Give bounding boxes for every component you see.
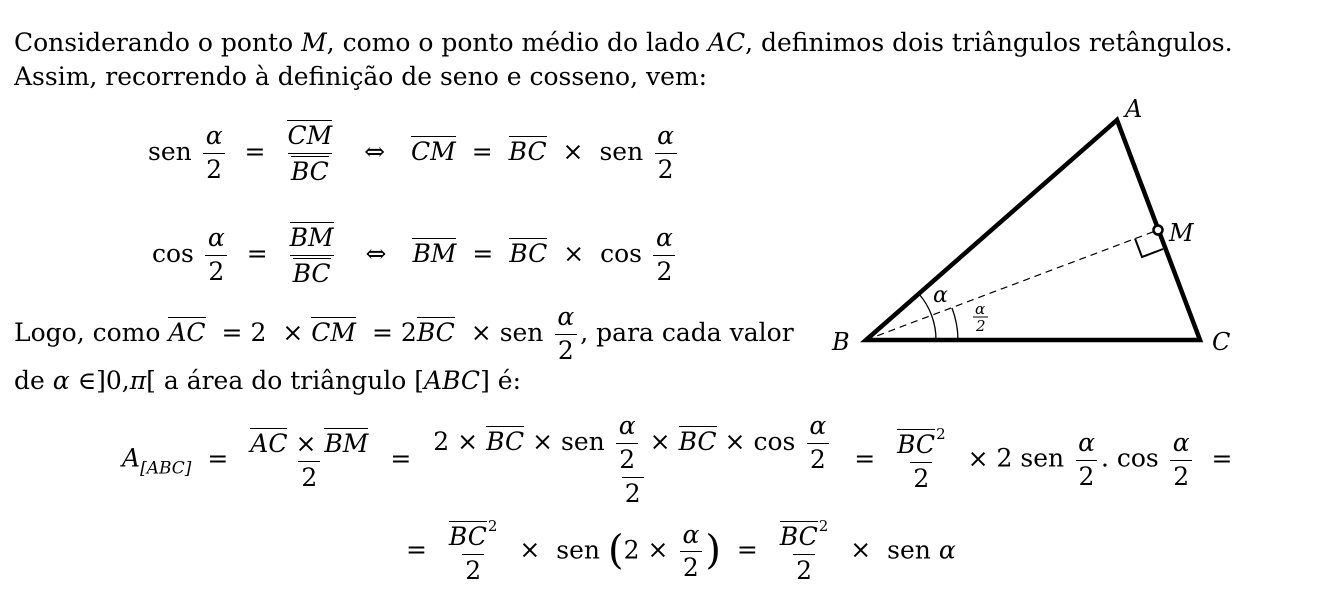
eq1-BC: BC (290, 156, 329, 186)
logo-text-c: , para cada valor (580, 317, 794, 347)
area2-BC-2: BC (779, 522, 818, 551)
area-f2-times-1: × (457, 426, 479, 456)
intro-line-2: Assim, recorrendo à definição de seno e cosseno, vem: (14, 62, 708, 91)
eq1-sen: sen (148, 136, 192, 166)
area-f2-two-2: 2 (807, 443, 829, 475)
area-frac-3 (894, 426, 949, 494)
angle-alpha-label: α (933, 283, 948, 308)
angle-half-arc (952, 308, 958, 340)
eq2-BC: BC (292, 258, 331, 288)
area-f3-sq: 2 (936, 425, 946, 444)
eq2-half-alpha (205, 224, 228, 287)
area2-alpha-1: α (682, 519, 700, 549)
logo-line2-pi: π (129, 366, 147, 395)
area2-lparen: ( (607, 527, 624, 574)
median-BM (866, 230, 1158, 340)
label-M: M (1169, 219, 1194, 247)
area2-sen-2: sen (887, 535, 931, 565)
side-AC: AC (707, 28, 746, 57)
eq2-equals: = (246, 238, 268, 268)
logo-line2-b: ∈]0, (69, 366, 130, 395)
midpoint-M-dot (1154, 226, 1163, 235)
area2-sq-2: 2 (818, 517, 829, 535)
area2-frac-1 (446, 518, 501, 586)
triangle-figure (820, 88, 1250, 368)
area-two-5b: 2 (1076, 460, 1098, 492)
equation-sen (148, 120, 680, 187)
eq1-alpha: α (205, 121, 223, 150)
eq1-two: 2 (203, 153, 225, 185)
area-two-5: 2 (996, 443, 1013, 473)
area2-times-2: × (647, 535, 669, 565)
logo-equals-2: = (371, 317, 393, 347)
logo-line-1 (14, 303, 794, 366)
area-f1-two: 2 (298, 461, 320, 493)
logo-times-1: × (282, 317, 304, 347)
eq1-iff: ⇔ (364, 136, 386, 166)
area-frac-1 (247, 428, 371, 493)
area-equation-1 (122, 412, 1241, 508)
area-times-5: × (967, 443, 989, 473)
eq1-equals-b: = (471, 136, 493, 166)
area-equals-1: = (207, 443, 229, 473)
area-f2-half-1 (616, 412, 639, 475)
area-f2-times-3: × (649, 426, 671, 456)
eq1-CM: CM (287, 121, 333, 150)
eq2-equals-b: = (472, 238, 494, 268)
area-f3-BC: BC (897, 430, 936, 460)
eq2-cos-b: cos (600, 238, 642, 268)
logo-half-alpha (554, 303, 577, 366)
logo-times-2: × (470, 317, 492, 347)
angle-half-num: α (975, 300, 986, 318)
label-C: C (1212, 328, 1231, 356)
label-A: A (1125, 95, 1143, 123)
logo-line2-d: ] é: (480, 366, 521, 395)
area2-frac-2 (777, 518, 832, 586)
eq2-iff: ⇔ (365, 238, 387, 268)
area-f1-BM: BM (324, 428, 369, 458)
area-A: A (122, 443, 141, 473)
area2-times-3: × (850, 535, 872, 565)
area-equation-2 (398, 518, 956, 586)
area-f2-den: 2 (622, 477, 644, 509)
area-f2-two-1: 2 (616, 443, 638, 475)
eq1-equals: = (244, 136, 266, 166)
area-f3-two: 2 (910, 462, 932, 494)
intro-text-b: , como o ponto médio do lado (326, 28, 708, 57)
area-alpha-6: α (1172, 427, 1190, 457)
area-f2-alpha-2: α (809, 411, 827, 440)
eq2-BM-b: BM (412, 238, 457, 268)
right-angle-mark (1135, 239, 1163, 258)
eq1-half-alpha (203, 122, 226, 185)
eq2-half-alpha-b (653, 224, 676, 287)
area-half-6 (1170, 429, 1193, 492)
area-two-6: 2 (1170, 460, 1192, 492)
angle-half-den: 2 (976, 317, 986, 335)
logo-line2-a: de (14, 366, 53, 395)
eq2-times: × (563, 238, 585, 268)
area-f2-two: 2 (433, 426, 450, 456)
logo-equals-1: = (221, 317, 243, 347)
area-half-5 (1075, 429, 1098, 492)
area-f2-times-4: × (724, 426, 746, 456)
area-cos-5: cos (1116, 443, 1159, 473)
area2-alpha-2: α (938, 535, 956, 565)
area-equals-2: = (390, 443, 412, 473)
eq2-BM: BM (289, 223, 334, 252)
area2-times-1: × (519, 535, 541, 565)
intro-text-a: Considerando o ponto (14, 28, 302, 57)
eq1-CM-b: CM (411, 136, 456, 166)
logo-sen: sen (499, 317, 544, 347)
area2-half (679, 521, 702, 584)
eq2-two-b: 2 (653, 255, 675, 287)
eq1-times: × (562, 136, 584, 166)
area-dot: . (1100, 443, 1109, 473)
eq1-sen-b: sen (599, 136, 644, 166)
label-B: B (832, 328, 850, 356)
area-f2-alpha-1: α (618, 411, 636, 440)
eq1-half-alpha-b (654, 122, 677, 185)
eq1-BC-b: BC (508, 136, 547, 166)
point-M: M (301, 28, 327, 57)
area-frac-2 (430, 412, 835, 508)
logo-two-3: 2 (555, 334, 577, 366)
intro-text-c: , definimos dois triângulos retângulos. (745, 28, 1233, 57)
eq1-ratio (284, 120, 335, 187)
area-subscript: [ABC] (140, 458, 192, 479)
area-f2-half-2 (806, 412, 829, 475)
area-f2-cos: cos (753, 426, 796, 456)
area2-two-4: 2 (793, 554, 815, 586)
area-f2-BC-1: BC (486, 426, 525, 456)
triangle-ABC (866, 120, 1200, 340)
eq2-cos: cos (152, 238, 194, 268)
area2-equals-1: = (406, 535, 427, 565)
logo-two-1: 2 (250, 317, 267, 347)
logo-text-a: Logo, como (14, 317, 169, 347)
eq2-ratio (287, 222, 337, 289)
area-sen-5: sen (1020, 443, 1065, 473)
area2-sq-1: 2 (487, 517, 498, 535)
logo-line2-ABC: ABC (424, 366, 481, 395)
logo-two-2: 2 (400, 317, 417, 347)
eq2-BC-b: BC (509, 238, 548, 268)
eq2-alpha: α (207, 223, 225, 252)
area-f2-BC-2: BC (678, 426, 717, 456)
area2-rparen: ) (705, 527, 721, 574)
logo-AC: AC (168, 317, 206, 347)
area2-sen-1: sen (556, 535, 601, 565)
area2-equals-2: = (736, 535, 758, 565)
eq1-alpha-b: α (657, 121, 675, 150)
area2-two-3: 2 (680, 551, 702, 583)
eq2-two: 2 (205, 255, 227, 287)
area-f1-AC: AC (250, 428, 288, 458)
area2-two-2: 2 (623, 535, 640, 565)
intro-line-1 (14, 28, 1233, 57)
area-alpha-5: α (1078, 427, 1095, 457)
logo-line2-alpha: α (52, 366, 70, 395)
area-equals-3: = (854, 443, 876, 473)
area-f2-sen: sen (561, 426, 605, 456)
logo-alpha: α (557, 302, 575, 331)
equation-cos (152, 222, 679, 289)
area-f1-times: × (295, 428, 317, 458)
eq2-alpha-b: α (655, 223, 673, 252)
area2-BC-1: BC (448, 522, 487, 551)
logo-CM: CM (311, 317, 356, 347)
area-equals-4: = (1211, 443, 1233, 473)
eq1-two-b: 2 (655, 153, 677, 185)
logo-BC: BC (416, 317, 455, 347)
logo-line-2 (14, 366, 521, 395)
area-f2-times-2: × (532, 426, 554, 456)
area2-two-1: 2 (462, 554, 484, 586)
logo-line2-c: [ a área do triângulo [ (146, 366, 425, 395)
